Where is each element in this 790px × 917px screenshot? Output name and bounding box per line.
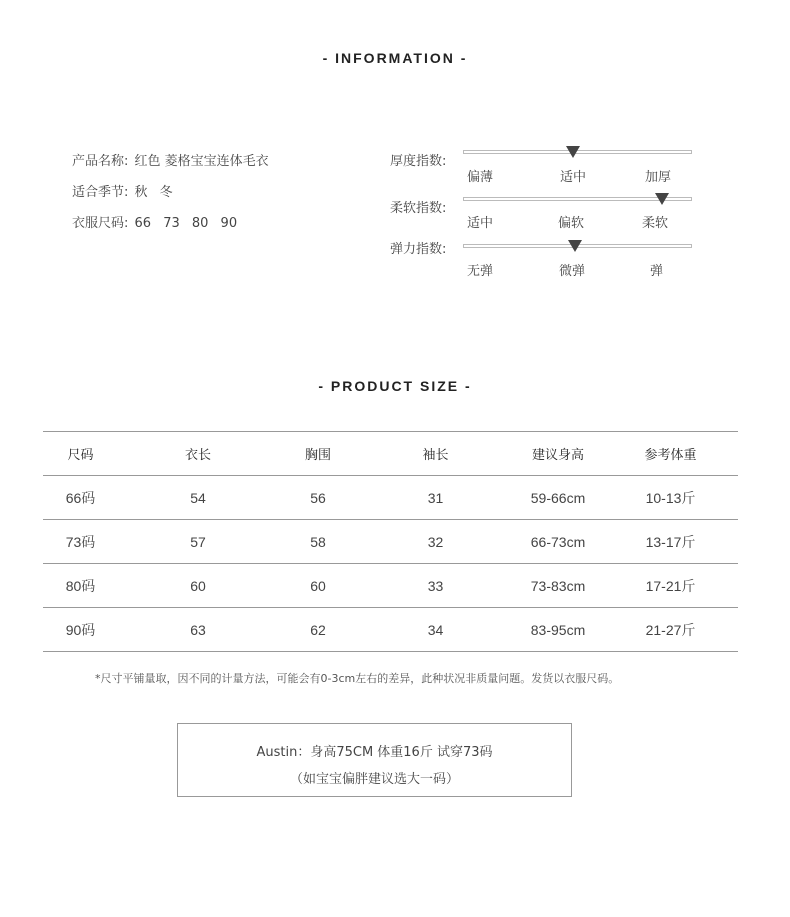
product-name-row xyxy=(72,150,269,169)
sizes-label: 衣服尺码: xyxy=(72,216,129,231)
cell-weight: 17-21斤 xyxy=(603,564,738,608)
table-row xyxy=(43,608,738,652)
cell-sleeve: 31 xyxy=(358,476,513,520)
size-table-header-row xyxy=(43,432,738,476)
model-fit-advice: （如宝宝偏胖建议选大一码） xyxy=(289,772,459,787)
cell-size: 80码 xyxy=(43,564,118,608)
cell-chest: 56 xyxy=(278,476,358,520)
elasticity-index-label: 弹力指数: xyxy=(390,242,447,257)
thickness-scale-mid: 适中 xyxy=(560,170,587,185)
softness-index-label: 柔软指数: xyxy=(390,201,447,216)
size-table-container xyxy=(43,431,738,652)
cell-length: 57 xyxy=(118,520,278,564)
thickness-index-marker xyxy=(566,146,580,158)
cell-height: 83-95cm xyxy=(513,608,603,652)
sizes-row xyxy=(72,212,237,231)
cell-chest: 60 xyxy=(278,564,358,608)
cell-length: 60 xyxy=(118,564,278,608)
cell-size: 90码 xyxy=(43,608,118,652)
header-size: 尺码 xyxy=(43,432,118,476)
cell-length: 63 xyxy=(118,608,278,652)
table-row xyxy=(43,520,738,564)
cell-size: 66码 xyxy=(43,476,118,520)
elasticity-index-marker xyxy=(568,240,582,252)
header-weight: 参考体重 xyxy=(603,432,738,476)
softness-scale-low: 适中 xyxy=(467,216,494,231)
season-row xyxy=(72,181,173,200)
thickness-scale-low: 偏薄 xyxy=(467,170,494,185)
cell-sleeve: 34 xyxy=(358,608,513,652)
elasticity-scale-high: 弹 xyxy=(650,264,664,279)
table-row xyxy=(43,564,738,608)
cell-height: 59-66cm xyxy=(513,476,603,520)
measurement-note: *尺寸平铺量取，因不同的计量方法，可能会有0-3cm左右的差异，此种状况非质量问题。发货以衣服尺码。 xyxy=(95,672,620,685)
table-row xyxy=(43,476,738,520)
elasticity-scale-low: 无弹 xyxy=(467,264,494,279)
header-height: 建议身高 xyxy=(513,432,603,476)
sizes-value: 66 73 80 90 xyxy=(134,216,238,231)
cell-chest: 62 xyxy=(278,608,358,652)
size-table xyxy=(43,431,738,652)
thickness-scale-high: 加厚 xyxy=(645,170,672,185)
cell-weight: 13-17斤 xyxy=(603,520,738,564)
product-size-title: - PRODUCT SIZE - xyxy=(318,378,472,394)
cell-weight: 10-13斤 xyxy=(603,476,738,520)
cell-sleeve: 32 xyxy=(358,520,513,564)
header-sleeve: 袖长 xyxy=(358,432,513,476)
information-title: - INFORMATION - xyxy=(322,50,468,66)
softness-index-marker xyxy=(655,193,669,205)
season-value: 秋 冬 xyxy=(134,185,173,200)
elasticity-scale-mid: 微弹 xyxy=(559,264,586,279)
product-name-value: 红色 菱格宝宝连体毛衣 xyxy=(134,154,269,169)
cell-height: 66-73cm xyxy=(513,520,603,564)
header-length: 衣长 xyxy=(118,432,278,476)
cell-length: 54 xyxy=(118,476,278,520)
header-chest: 胸围 xyxy=(278,432,358,476)
cell-height: 73-83cm xyxy=(513,564,603,608)
softness-scale-mid: 偏软 xyxy=(558,216,585,231)
cell-sleeve: 33 xyxy=(358,564,513,608)
thickness-index-label: 厚度指数: xyxy=(390,154,447,169)
cell-weight: 21-27斤 xyxy=(603,608,738,652)
product-name-label: 产品名称: xyxy=(72,154,129,169)
cell-chest: 58 xyxy=(278,520,358,564)
model-fit-info: Austin：身高75CM 体重16斤 试穿73码 xyxy=(256,745,493,760)
season-label: 适合季节: xyxy=(72,185,129,200)
softness-scale-high: 柔软 xyxy=(642,216,669,231)
cell-size: 73码 xyxy=(43,520,118,564)
model-fit-box xyxy=(177,723,572,797)
